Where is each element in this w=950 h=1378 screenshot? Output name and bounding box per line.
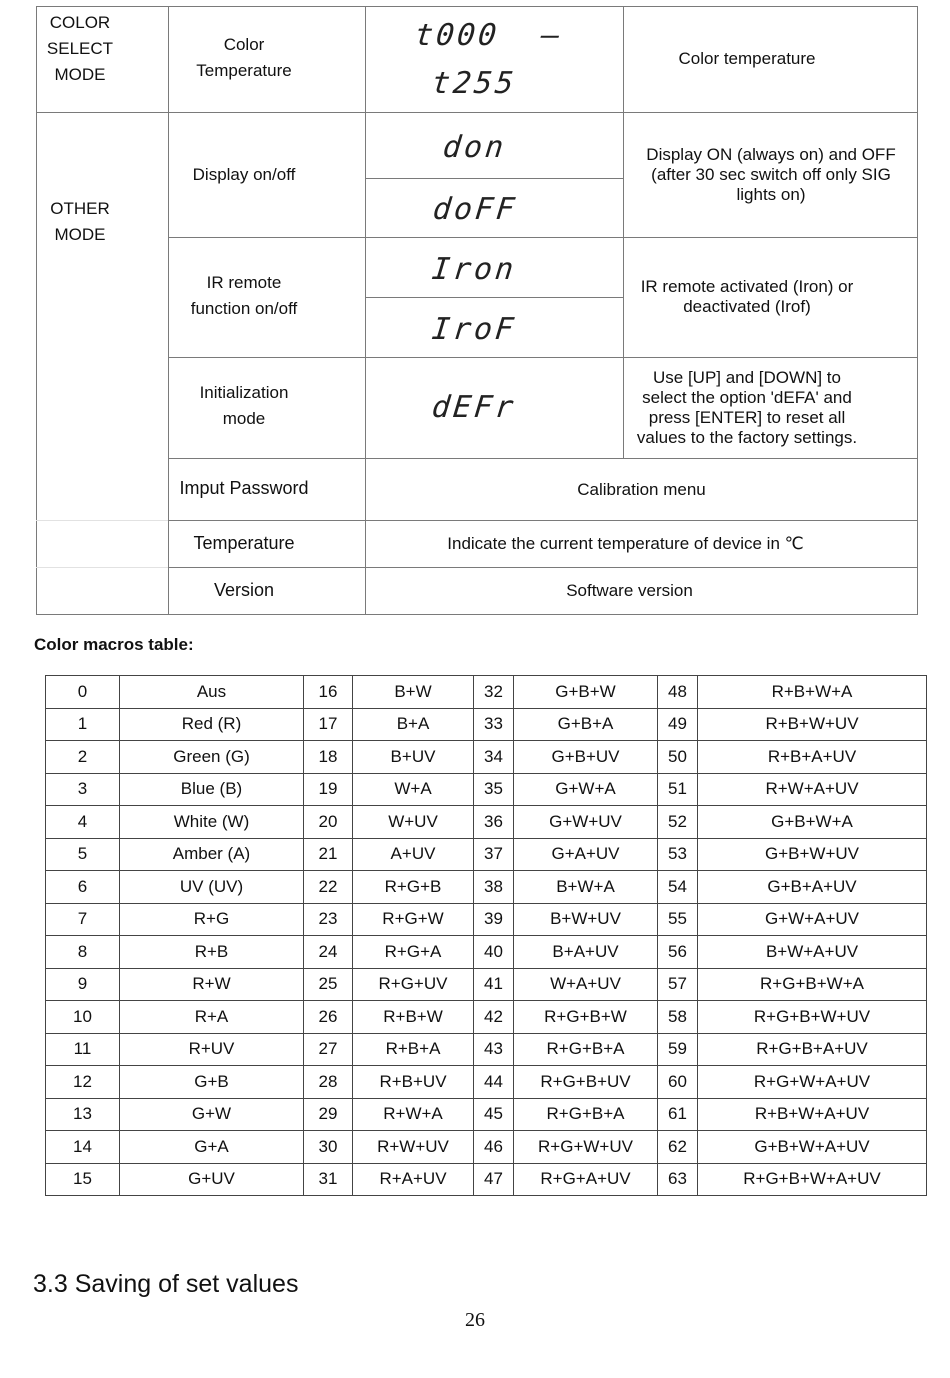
macro-color-cell: Red (R): [120, 708, 304, 741]
macro-number-cell: 27: [304, 1033, 353, 1066]
macro-color-cell: R+B: [120, 936, 304, 969]
macro-color-cell: R+G+B+W: [514, 1001, 658, 1034]
macro-number-cell: 42: [474, 1001, 514, 1034]
mode-other: OTHER MODE: [50, 199, 110, 244]
macro-color-cell: G+W+A+UV: [698, 903, 927, 936]
description-initialization: Use [UP] and [DOWN] to select the option 'dEFA' and press [ENTER] to reset all values to the factory settings.: [636, 368, 858, 447]
macro-number-cell: 53: [658, 838, 698, 871]
macro-color-cell: R+G+B+A: [514, 1033, 658, 1066]
page-number: 26: [465, 1309, 485, 1331]
macro-number-cell: 44: [474, 1066, 514, 1099]
macro-color-cell: R+W: [120, 968, 304, 1001]
macro-color-cell: B+W: [353, 676, 474, 709]
macro-color-cell: R+G+B+W+A+UV: [698, 1163, 927, 1196]
macro-color-cell: R+G+UV: [353, 968, 474, 1001]
macro-number-cell: 29: [304, 1098, 353, 1131]
table-row: [46, 676, 927, 709]
macro-number-cell: 49: [658, 708, 698, 741]
macro-color-cell: R+B+UV: [353, 1066, 474, 1099]
macro-color-cell: R+G+W: [353, 903, 474, 936]
macro-color-cell: R+G+A: [353, 936, 474, 969]
macro-number-cell: 7: [46, 903, 120, 936]
macro-color-cell: R+G+A+UV: [514, 1163, 658, 1196]
lcd-display-defr: dEFr: [430, 390, 519, 425]
macro-number-cell: 2: [46, 741, 120, 774]
macro-color-cell: B+A+UV: [514, 936, 658, 969]
macros-caption: Color macros table:: [34, 635, 194, 654]
table-row: [46, 1066, 927, 1099]
macro-color-cell: Blue (B): [120, 773, 304, 806]
macro-number-cell: 3: [46, 773, 120, 806]
macro-number-cell: 33: [474, 708, 514, 741]
macro-number-cell: 28: [304, 1066, 353, 1099]
macro-color-cell: R+G+B: [353, 871, 474, 904]
description-color-temperature: Color temperature: [678, 49, 816, 68]
function-ir-remote: IR remote function on/off: [190, 273, 298, 318]
macro-color-cell: Amber (A): [120, 838, 304, 871]
macro-color-cell: B+W+UV: [514, 903, 658, 936]
macro-number-cell: 25: [304, 968, 353, 1001]
macro-color-cell: R+B+A: [353, 1033, 474, 1066]
macro-number-cell: 16: [304, 676, 353, 709]
macro-color-cell: R+W+UV: [353, 1131, 474, 1164]
function-version: Version: [213, 580, 275, 600]
function-temperature: Temperature: [193, 533, 295, 553]
description-temperature: Indicate the current temperature of device in ℃: [447, 534, 804, 553]
table-row: [46, 903, 927, 936]
table-row: [46, 1131, 927, 1164]
macro-color-cell: G+W+A: [514, 773, 658, 806]
macro-number-cell: 63: [658, 1163, 698, 1196]
macro-number-cell: 12: [46, 1066, 120, 1099]
macro-color-cell: B+W+A+UV: [698, 936, 927, 969]
macro-number-cell: 38: [474, 871, 514, 904]
macro-color-cell: R+G+B+A: [514, 1098, 658, 1131]
table-row: [46, 1098, 927, 1131]
macro-color-cell: G+A: [120, 1131, 304, 1164]
macro-number-cell: 39: [474, 903, 514, 936]
table-row: [46, 1033, 927, 1066]
macro-number-cell: 23: [304, 903, 353, 936]
macro-number-cell: 17: [304, 708, 353, 741]
macro-number-cell: 6: [46, 871, 120, 904]
description-password: Calibration menu: [577, 479, 706, 499]
macro-number-cell: 52: [658, 806, 698, 839]
macro-color-cell: R+B+A+UV: [698, 741, 927, 774]
description-version: Software version: [566, 581, 693, 600]
macro-number-cell: 43: [474, 1033, 514, 1066]
macro-color-cell: R+G+B+W+UV: [698, 1001, 927, 1034]
macro-color-cell: R+G+B+A+UV: [698, 1033, 927, 1066]
macro-color-cell: G+B+A+UV: [698, 871, 927, 904]
macro-number-cell: 47: [474, 1163, 514, 1196]
function-color-temperature: Color Temperature: [196, 35, 292, 80]
macro-number-cell: 15: [46, 1163, 120, 1196]
macro-number-cell: 11: [46, 1033, 120, 1066]
mode-color-select: COLOR SELECT MODE: [46, 13, 114, 84]
macro-color-cell: R+B+W+A: [698, 676, 927, 709]
macro-color-cell: W+A+UV: [514, 968, 658, 1001]
table-row: [46, 1163, 927, 1196]
macro-number-cell: 51: [658, 773, 698, 806]
table-row: [46, 806, 927, 839]
macro-color-cell: R+W+A+UV: [698, 773, 927, 806]
macro-number-cell: 60: [658, 1066, 698, 1099]
macro-number-cell: 55: [658, 903, 698, 936]
table-row: [46, 708, 927, 741]
macro-color-cell: G+B+W+A: [698, 806, 927, 839]
macro-color-cell: G+B+W+UV: [698, 838, 927, 871]
macro-color-cell: G+B+W+A+UV: [698, 1131, 927, 1164]
table-row: [46, 871, 927, 904]
table-row: [46, 838, 927, 871]
macro-number-cell: 20: [304, 806, 353, 839]
table-row: [46, 936, 927, 969]
lcd-display-irof: IroF: [430, 312, 519, 347]
macro-color-cell: A+UV: [353, 838, 474, 871]
macro-number-cell: 45: [474, 1098, 514, 1131]
lcd-display-color-temp-to: t255: [430, 66, 519, 101]
table-row: [46, 773, 927, 806]
macro-color-cell: R+A: [120, 1001, 304, 1034]
macro-number-cell: 32: [474, 676, 514, 709]
macro-number-cell: 5: [46, 838, 120, 871]
macro-color-cell: B+UV: [353, 741, 474, 774]
macro-number-cell: 41: [474, 968, 514, 1001]
macro-color-cell: B+W+A: [514, 871, 658, 904]
macro-number-cell: 0: [46, 676, 120, 709]
macro-number-cell: 8: [46, 936, 120, 969]
macro-number-cell: 24: [304, 936, 353, 969]
macro-color-cell: G+B+W: [514, 676, 658, 709]
macro-number-cell: 59: [658, 1033, 698, 1066]
description-display-onoff: Display ON (always on) and OFF (after 30 sec switch off only SIG lights on): [646, 144, 896, 204]
macro-number-cell: 35: [474, 773, 514, 806]
macro-number-cell: 61: [658, 1098, 698, 1131]
macro-number-cell: 58: [658, 1001, 698, 1034]
macro-number-cell: 48: [658, 676, 698, 709]
macro-number-cell: 40: [474, 936, 514, 969]
macro-color-cell: R+G+W+UV: [514, 1131, 658, 1164]
macro-number-cell: 10: [46, 1001, 120, 1034]
macro-color-cell: R+G+B+UV: [514, 1066, 658, 1099]
lcd-display-doff: doFF: [431, 192, 520, 227]
macro-number-cell: 22: [304, 871, 353, 904]
macro-color-cell: G+A+UV: [514, 838, 658, 871]
macro-color-cell: G+B: [120, 1066, 304, 1099]
lcd-display-iron: Iron: [430, 252, 519, 287]
macro-color-cell: R+A+UV: [353, 1163, 474, 1196]
function-password: Imput Password: [179, 478, 309, 498]
macro-number-cell: 9: [46, 968, 120, 1001]
macro-color-cell: G+B+A: [514, 708, 658, 741]
macro-number-cell: 4: [46, 806, 120, 839]
macro-number-cell: 1: [46, 708, 120, 741]
macro-color-cell: R+B+W+UV: [698, 708, 927, 741]
macro-color-cell: R+G: [120, 903, 304, 936]
macro-color-cell: G+W: [120, 1098, 304, 1131]
macro-number-cell: 13: [46, 1098, 120, 1131]
macro-color-cell: G+W+UV: [514, 806, 658, 839]
macro-number-cell: 37: [474, 838, 514, 871]
macro-color-cell: R+B+W: [353, 1001, 474, 1034]
macro-color-cell: W+A: [353, 773, 474, 806]
macro-number-cell: 19: [304, 773, 353, 806]
macro-number-cell: 18: [304, 741, 353, 774]
macro-color-cell: B+A: [353, 708, 474, 741]
function-display-onoff: Display on/off: [192, 165, 296, 184]
macro-number-cell: 50: [658, 741, 698, 774]
macro-number-cell: 34: [474, 741, 514, 774]
macro-color-cell: UV (UV): [120, 871, 304, 904]
macro-number-cell: 54: [658, 871, 698, 904]
function-initialization: Initialization mode: [199, 383, 289, 428]
macro-color-cell: W+UV: [353, 806, 474, 839]
macro-number-cell: 14: [46, 1131, 120, 1164]
macro-number-cell: 31: [304, 1163, 353, 1196]
macro-color-cell: G+B+UV: [514, 741, 658, 774]
color-macros-table: [45, 675, 927, 1196]
lcd-display-color-temp-from: t000 –: [413, 18, 565, 53]
lcd-display-don: don: [441, 130, 509, 165]
macro-color-cell: White (W): [120, 806, 304, 839]
table-row: [46, 1001, 927, 1034]
macro-color-cell: R+G+B+W+A: [698, 968, 927, 1001]
macro-color-cell: R+B+W+A+UV: [698, 1098, 927, 1131]
macro-color-cell: R+G+W+A+UV: [698, 1066, 927, 1099]
macro-color-cell: R+W+A: [353, 1098, 474, 1131]
macro-number-cell: 36: [474, 806, 514, 839]
macro-number-cell: 46: [474, 1131, 514, 1164]
macro-color-cell: Green (G): [120, 741, 304, 774]
table-row: [46, 968, 927, 1001]
table-row: [46, 741, 927, 774]
macro-number-cell: 21: [304, 838, 353, 871]
macro-color-cell: R+UV: [120, 1033, 304, 1066]
macro-number-cell: 26: [304, 1001, 353, 1034]
macro-color-cell: Aus: [120, 676, 304, 709]
macro-number-cell: 56: [658, 936, 698, 969]
section-heading: 3.3 Saving of set values: [33, 1270, 299, 1298]
macro-number-cell: 62: [658, 1131, 698, 1164]
macro-number-cell: 57: [658, 968, 698, 1001]
macro-color-cell: G+UV: [120, 1163, 304, 1196]
description-ir-remote: IR remote activated (Iron) or deactivated (Irof): [640, 277, 854, 316]
macro-number-cell: 30: [304, 1131, 353, 1164]
